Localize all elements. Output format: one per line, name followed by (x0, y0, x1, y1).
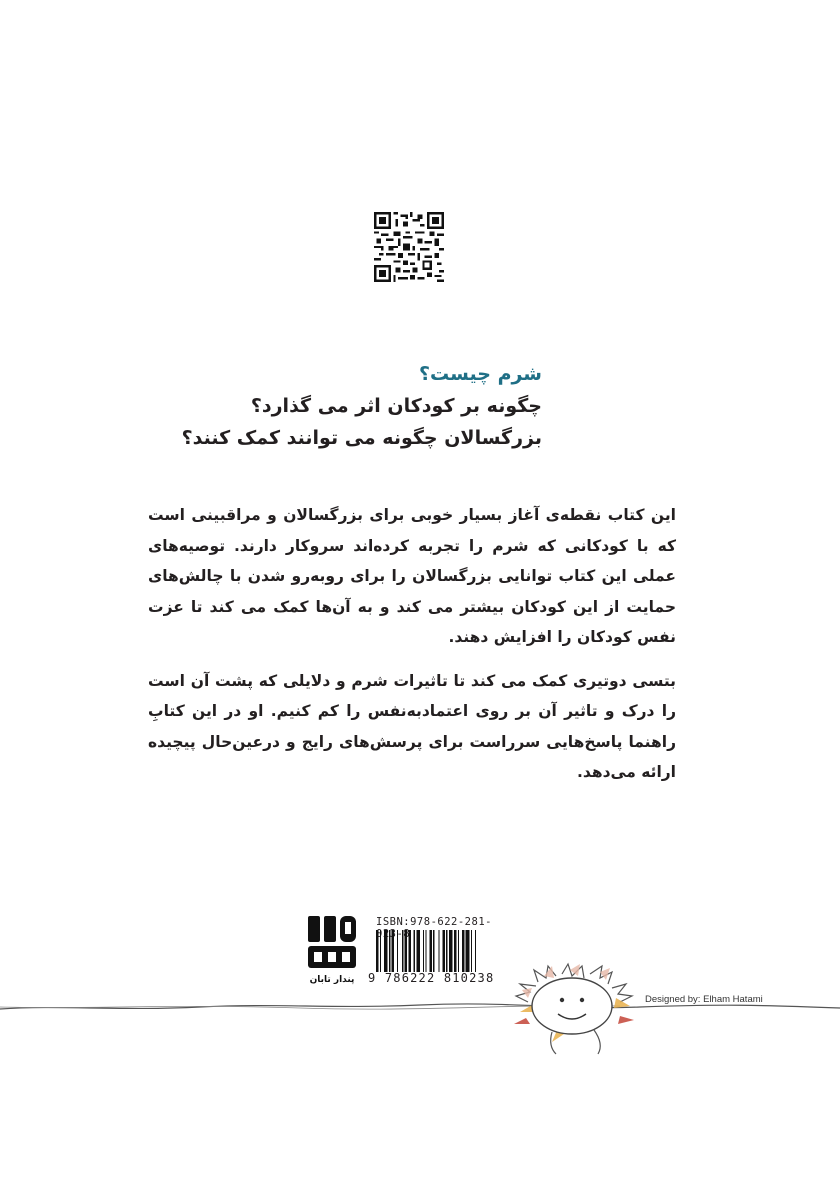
blurb-paragraph-2: بتسی دوتیری کمک می کند تا تاثیرات شرم و دلایلی که پشت آن است را درک و تاثیر آن بر روی اعتمادبه‌نفس را کم کنیم. او در این کتابِ راهنما پاسخ‌هایی سرراست برای پرسش‌های رایج و درعین‌حال پیچیده ارائه می‌دهد. (148, 671, 676, 781)
question-effect-on-children: چگونه بر کودکان اثر می گذارد؟ (250, 395, 542, 417)
publisher-logo (302, 914, 362, 986)
publisher-name: پندار تابان (309, 975, 355, 985)
designer-credit: Designed by: Elham Hatami (645, 994, 763, 1005)
cover-questions (22, 358, 542, 454)
isbn-barcode (368, 916, 518, 992)
sun-character-illustration (508, 962, 668, 1058)
question-how-adults-help: بزرگسالان چگونه می توانند کمک کنند؟ (181, 427, 542, 449)
blurb-paragraph-1: این کتاب نقطه‌ی آغاز بسیار خوبی برای بزرگسالان و مراقبینی است که با کودکانی که شرم را تجربه کرده‌اند سروکار دارند. توصیه‌های عملی این کتاب توانایی بزرگسالان را برای روبه‌رو شدن با چالش‌های حمایت از این کودکان بیشتر می کند و به آن‌ها کمک می کند تا عزت نفس کودکان را افزایش دهند. (148, 506, 676, 646)
qr-code (374, 212, 444, 282)
barcode-bars (376, 930, 516, 972)
barcode-number: 9 786222 810238 (368, 971, 495, 985)
question-what-is-shame: شرم چیست؟ (419, 363, 542, 385)
isbn-label: ISBN:978-622-281-023-8 (376, 916, 492, 940)
back-cover-blurb (148, 500, 676, 801)
